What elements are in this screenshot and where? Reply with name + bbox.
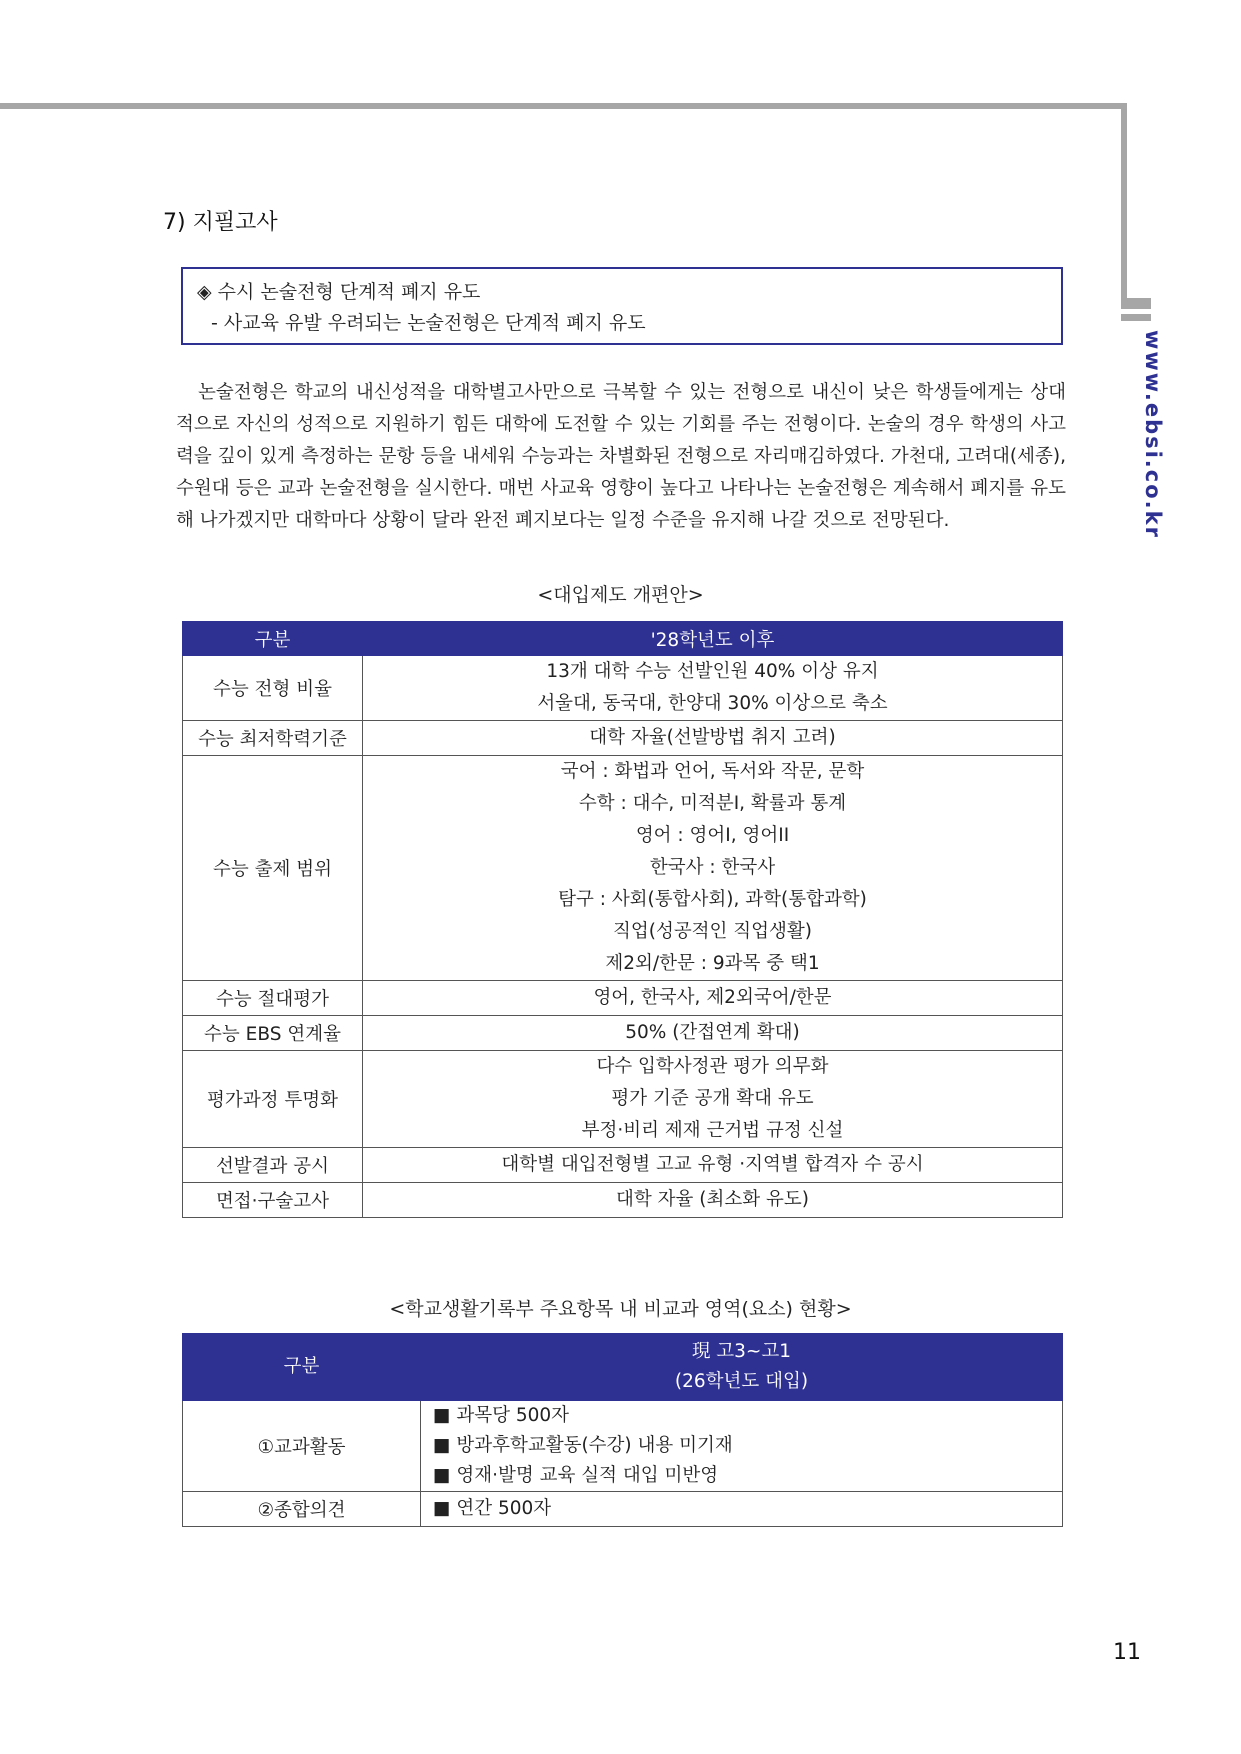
- row-content: [363, 721, 1063, 756]
- row-line: ■ 영재·발명 교육 실적 대입 미반영: [433, 1465, 719, 1486]
- row-line: 국어 : 화법과 언어, 독서와 작문, 문학: [560, 761, 865, 782]
- table-row: [183, 721, 1063, 756]
- row-content: [363, 981, 1063, 1016]
- row-line: 직업(성공적인 직업생활): [612, 921, 813, 942]
- table-row: [183, 1016, 1063, 1051]
- body-text: [176, 377, 1066, 537]
- side-rule: [1121, 103, 1127, 298]
- row-content: [421, 1401, 1063, 1492]
- header-line: (26학년도 대입): [674, 1371, 809, 1392]
- table-header-after-2028: '28학년도 이후: [363, 622, 1063, 656]
- row-line: 제2외/한문 : 9과목 중 택1: [605, 953, 820, 974]
- site-url: www.ebsi.co.kr: [1141, 330, 1165, 539]
- row-content: [363, 1016, 1063, 1051]
- row-content: [363, 1051, 1063, 1148]
- row-content: [421, 1492, 1063, 1527]
- row-line: 다수 입학사정관 평가 의무화: [596, 1056, 829, 1077]
- row-line: 수학 : 대수, 미적분I, 확률과 통계: [578, 793, 847, 814]
- row-label: 수능 EBS 연계율: [183, 1016, 363, 1051]
- table-row: [183, 1492, 1063, 1527]
- top-rule: [0, 103, 1127, 109]
- row-line: 영어, 한국사, 제2외국어/한문: [593, 987, 832, 1008]
- table2-caption: <학교생활기록부 주요항목 내 비교과 영역(요소) 현황>: [389, 1298, 852, 1320]
- body-paragraph: 논술전형은 학교의 내신성적을 대학별고사만으로 극복할 수 있는 전형으로 내신이 낮은 학생들에게는 상대적으로 자신의 성적으로 지원하기 힘든 대학에 도전할 수 있는 기회를 주는 전형이다. 논술의 경우 학생의 사고력을 깊이 있게 측정하는 문항 등을 내세워 수능과는 차별화된 전형으로 자리매김하였다. 가천대, 고려대(세종), 수원대 등은 교과 논술전형을 실시한다. 매번 사교육 영향이 높다고 나타나는 논술전형은 계속해서 폐지를 유도해 나가겠지만 대학마다 상황이 달라 완전 폐지보다는 일정 수준을 유지해 나갈 것으로 전망된다.: [176, 382, 1066, 531]
- row-label: 수능 전형 비율: [183, 656, 363, 721]
- row-line: 대학 자율(선발방법 취지 고려): [589, 727, 836, 748]
- row-content: [363, 656, 1063, 721]
- row-line: 50% (간접연계 확대): [625, 1022, 800, 1043]
- row-label: 선발결과 공시: [183, 1148, 363, 1183]
- table-row: [183, 1148, 1063, 1183]
- row-line: 대학별 대입전형별 고교 유형 ·지역별 합격자 수 공시: [501, 1154, 924, 1175]
- table-header-row: [183, 1334, 1063, 1401]
- table-header-current: [421, 1334, 1063, 1401]
- header-line: 現 고3~고1: [691, 1341, 792, 1362]
- row-line: 영어 : 영어I, 영어II: [635, 825, 790, 846]
- side-tab: [1121, 298, 1151, 309]
- row-label: 평가과정 투명화: [183, 1051, 363, 1148]
- row-line: 서울대, 동국대, 한양대 30% 이상으로 축소: [537, 693, 888, 714]
- row-line: 부정·비리 제재 근거법 규정 신설: [581, 1120, 844, 1141]
- page-number: 11: [1113, 1640, 1141, 1665]
- row-label: 수능 최저학력기준: [183, 721, 363, 756]
- table1-caption: <대입제도 개편안>: [537, 584, 704, 606]
- table-row: [183, 1401, 1063, 1492]
- row-content: [363, 1148, 1063, 1183]
- summary-heading: ◈ 수시 논술전형 단계적 폐지 유도: [197, 281, 481, 303]
- admission-reform-table: [182, 621, 1063, 1218]
- row-content: [363, 756, 1063, 981]
- row-label: ②종합의견: [183, 1492, 421, 1527]
- row-line: 한국사 : 한국사: [649, 857, 776, 878]
- table-header-row: [183, 622, 1063, 656]
- summary-detail: - 사교육 유발 우려되는 논술전형은 단계적 폐지 유도: [211, 312, 646, 334]
- side-tab-2: [1121, 314, 1151, 321]
- table-row: [183, 756, 1063, 981]
- summary-box: [181, 267, 1063, 345]
- row-label: 면접·구술고사: [183, 1183, 363, 1218]
- row-line: 평가 기준 공개 확대 유도: [611, 1088, 814, 1109]
- table-header-category: 구분: [183, 622, 363, 656]
- row-line: 13개 대학 수능 선발인원 40% 이상 유지: [546, 661, 879, 682]
- section-title: 7) 지필고사: [163, 210, 278, 235]
- row-line: ■ 연간 500자: [433, 1498, 552, 1519]
- row-label: 수능 출제 범위: [183, 756, 363, 981]
- row-label: ①교과활동: [183, 1401, 421, 1492]
- school-record-table: [182, 1333, 1063, 1527]
- table-row: [183, 981, 1063, 1016]
- row-line: ■ 과목당 500자: [433, 1405, 570, 1426]
- table-row: [183, 656, 1063, 721]
- table-header-category: 구분: [183, 1334, 421, 1401]
- row-content: [363, 1183, 1063, 1218]
- row-line: 탐구 : 사회(통합사회), 과학(통합과학): [558, 889, 867, 910]
- table-row: [183, 1183, 1063, 1218]
- row-line: ■ 방과후학교활동(수강) 내용 미기재: [433, 1435, 733, 1456]
- row-line: 대학 자율 (최소화 유도): [616, 1189, 809, 1210]
- row-label: 수능 절대평가: [183, 981, 363, 1016]
- table-row: [183, 1051, 1063, 1148]
